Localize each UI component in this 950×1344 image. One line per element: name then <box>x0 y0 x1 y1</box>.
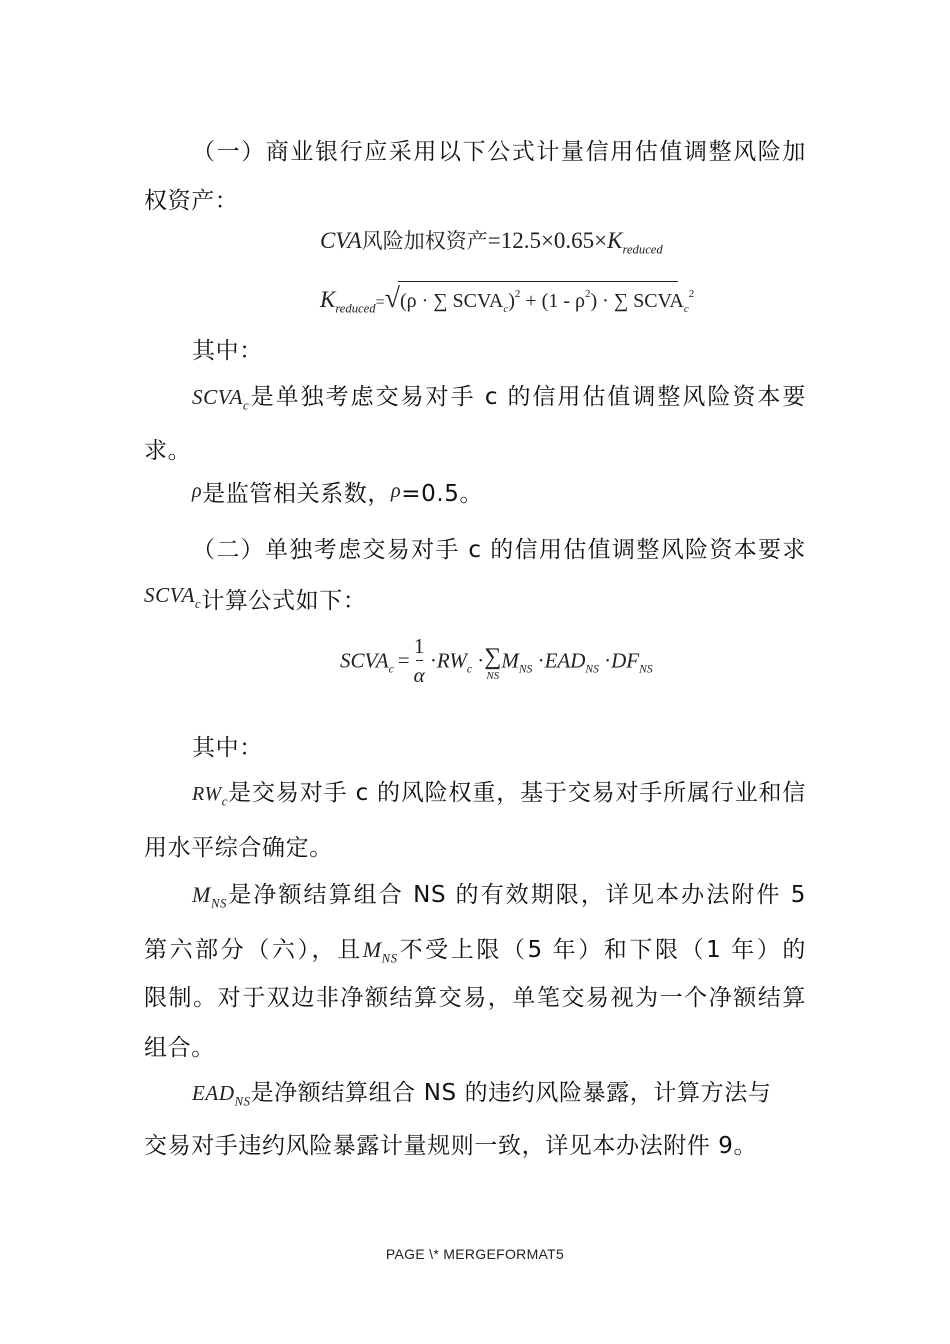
scva-definition-line2: 求。 <box>144 438 192 464</box>
m-def-text: 是净额结算组合 NS 的有效期限，详见本办法附件 5 <box>226 882 806 908</box>
rw-definition-line2: 用水平综合确定。 <box>144 835 333 861</box>
scva-var-2: SCVA <box>144 583 196 607</box>
scva-lhs: SCVA <box>340 648 389 673</box>
ead-definition-line2: 交易对手违约风险暴露计量规则一致，详见本办法附件 9。 <box>144 1133 758 1159</box>
ead-def-text: 是净额结算组合 NS 的违约风险暴露，计算方法与 <box>250 1080 772 1106</box>
cva-var: CVA <box>320 228 362 253</box>
m-sub: NS <box>210 896 227 911</box>
rw-definition-line1 <box>144 778 806 817</box>
sum-sub: NS <box>486 669 500 682</box>
c-sub-2: c <box>683 302 689 315</box>
page-footer: PAGE \* MERGEFORMAT5 <box>385 1246 565 1262</box>
m-definition-line3: 限制。对于双边非净额结算交易，单笔交易视为一个净额结算 <box>144 985 806 1011</box>
c-sub-1: c <box>503 302 509 315</box>
m-sub-2: NS <box>381 951 398 966</box>
eq-sign-3: = <box>397 648 410 673</box>
rhs-coeffs: =12.5×0.65× <box>487 228 608 253</box>
scva-var: SCVA <box>192 385 244 409</box>
para2-line1: （二）单独考虑交易对手 c 的信用估值调整风险资本要求 <box>192 537 806 563</box>
sum-symbol: ∑ <box>484 643 502 670</box>
fraction-den: α <box>413 663 425 687</box>
square-2: 2 <box>585 288 591 301</box>
rw-sub: c <box>221 794 228 809</box>
m-var: M <box>192 882 211 907</box>
sqrt-symbol: √ <box>384 283 400 314</box>
rw-sub-f: c <box>466 663 472 676</box>
fraction-num: 1 <box>413 634 425 658</box>
para1-line1: （一）商业银行应采用以下公式计量信用估值调整风险加 <box>192 139 806 165</box>
rwa-text: 风险加权资产 <box>361 229 488 253</box>
where-label-2: 其中： <box>192 735 263 761</box>
m-var-2: M <box>362 937 382 962</box>
ead-sub: NS <box>234 1094 251 1109</box>
m-def-text-2a: 第六部分（六），且 <box>144 937 363 963</box>
sum-part1: (ρ · ∑ SCVA <box>400 290 504 312</box>
sum-part2: ) · ∑ SCVA <box>590 290 684 312</box>
close-paren: ) <box>508 290 515 312</box>
plus-part: + (1 - ρ <box>520 290 585 312</box>
ead-sub-f: NS <box>585 663 599 676</box>
sum-symbol-group <box>484 644 501 682</box>
para2-line2 <box>144 580 366 619</box>
ead-var-f: EAD <box>544 648 586 673</box>
rho-var: ρ <box>192 480 203 502</box>
df-sub-f: NS <box>639 663 653 676</box>
eq-sign: = <box>375 294 385 311</box>
scva-sub-2: c <box>195 597 202 611</box>
m-definition-line4: 组合。 <box>144 1035 215 1061</box>
fraction <box>414 632 425 689</box>
m-var-f: M <box>501 648 519 673</box>
scva-def-text: 是单独考虑交易对手 c 的信用估值调整风险资本要 <box>249 384 806 410</box>
k-reduced-formula <box>320 283 694 317</box>
rho-def-text: 是监管相关系数， <box>202 481 392 507</box>
sqrt-bar <box>398 281 678 282</box>
df-var-f: DF <box>611 648 640 673</box>
para1-line2: 权资产： <box>144 188 239 214</box>
rho-var-2: ρ <box>391 480 402 502</box>
scva-lhs-sub: c <box>388 663 394 676</box>
k-reduced-var: K <box>320 287 336 312</box>
scva-sub: c <box>243 398 250 413</box>
k-var: K <box>607 228 623 253</box>
ead-var: EAD <box>192 1081 235 1105</box>
m-def-text-2b: 不受上限（5 年）和下限（1 年）的 <box>397 937 806 963</box>
where-label-1: 其中： <box>192 338 263 364</box>
m-definition-line1 <box>144 880 806 919</box>
k-reduced-sub: reduced <box>335 301 376 316</box>
rw-var-f: RW <box>436 648 467 673</box>
rho-value: =0.5。 <box>401 481 484 507</box>
square-1: 2 <box>514 288 521 301</box>
ead-definition-line1 <box>192 1078 771 1117</box>
rho-definition <box>192 476 483 509</box>
m-sub-f: NS <box>518 663 533 676</box>
cva-rwa-formula <box>320 225 663 258</box>
rw-var: RW <box>192 783 222 805</box>
scva-definition-line1 <box>144 382 806 421</box>
scva-formula: $SCVA_c$ = $\frac{1}{\alpha}$ $\cdot RW_c$ · ∑ NS $M_{NS} \cdot EAD_{NS} \cdot DF_{NS}$ <box>340 634 653 687</box>
square-3: 2 <box>688 288 695 301</box>
k-sub: reduced <box>622 242 663 257</box>
para2-text: 计算公式如下： <box>201 588 367 614</box>
rw-def-text: 是交易对手 c 的风险权重，基于交易对手所属行业和信 <box>227 780 806 806</box>
m-definition-line2 <box>144 935 806 974</box>
